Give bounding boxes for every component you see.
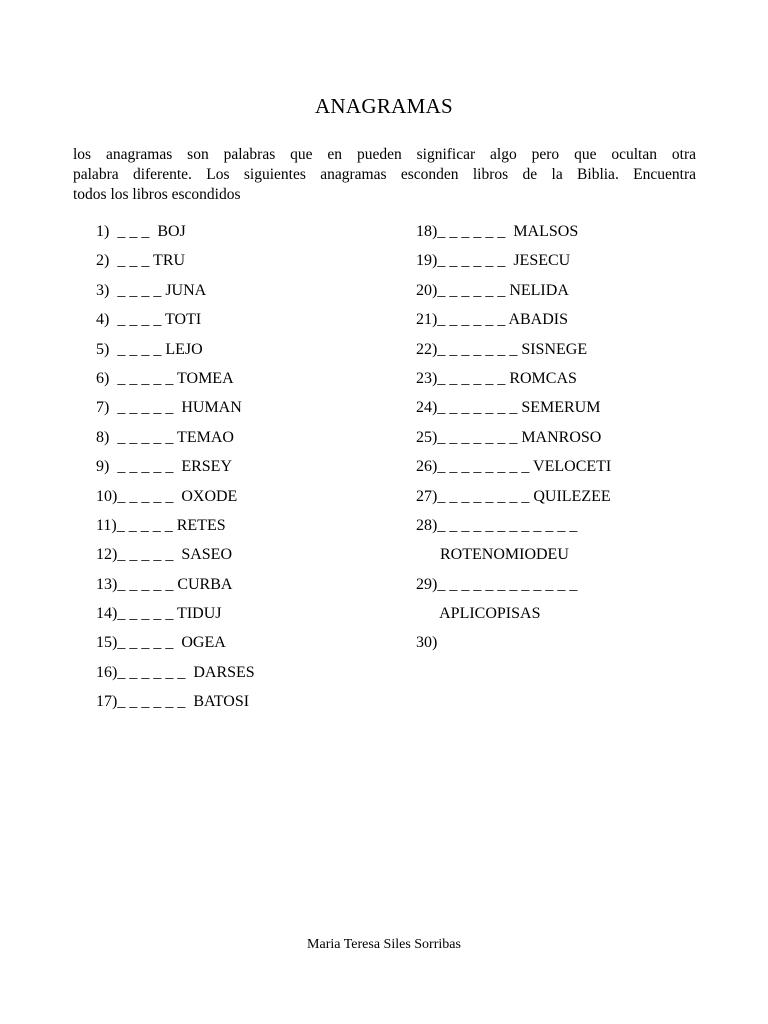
anagram-item: 20)_ _ _ _ _ _ NELIDA (416, 281, 569, 299)
anagram-item: 10)_ _ _ _ _ OXODE (96, 487, 238, 505)
anagram-item: 25)_ _ _ _ _ _ _ MANROSO (416, 428, 602, 446)
anagram-item: 2) _ _ _ TRU (96, 252, 186, 270)
anagram-item: 19)_ _ _ _ _ _ JESECU (416, 252, 571, 270)
anagram-item: 7) _ _ _ _ _ HUMAN (96, 399, 242, 417)
anagram-item: 24)_ _ _ _ _ _ _ SEMERUM (416, 399, 601, 417)
anagram-item: 17)_ _ _ _ _ _ BATOSI (96, 693, 250, 711)
anagram-item: 12)_ _ _ _ _ SASEO (96, 546, 233, 564)
intro-line-2: palabra diferente. Los siguientes anagramas esconden libros de la Biblia. Encuentra (73, 166, 696, 183)
anagram-item: 5) _ _ _ _ LEJO (96, 340, 203, 358)
anagram-item: 29)_ _ _ _ _ _ _ _ _ _ _ _ (416, 575, 578, 593)
intro-paragraph (73, 145, 696, 205)
anagram-list-left (96, 222, 255, 722)
anagram-item: 28)_ _ _ _ _ _ _ _ _ _ _ _ (416, 516, 578, 534)
anagram-item: 26)_ _ _ _ _ _ _ _ VELOCETI (416, 458, 612, 476)
anagram-item: 14)_ _ _ _ _ TIDUJ (96, 605, 222, 623)
anagram-item-continuation: APLICOPISAS (416, 605, 541, 623)
anagram-list-right (416, 222, 611, 663)
page-title: ANAGRAMAS (314, 94, 454, 118)
anagram-item: 3) _ _ _ _ JUNA (96, 281, 207, 299)
anagram-item: 18)_ _ _ _ _ _ MALSOS (416, 223, 579, 240)
anagram-item: 11)_ _ _ _ _ RETES (96, 516, 226, 534)
anagram-item: 15)_ _ _ _ _ OGEA (96, 634, 226, 652)
anagram-item-continuation: ROTENOMIODEU (416, 546, 569, 564)
author-footer: Maria Teresa Siles Sorribas (307, 937, 461, 952)
intro-line-3: todos los libros escondidos (73, 186, 241, 203)
anagram-item: 4) _ _ _ _ TOTI (96, 311, 202, 329)
anagram-item: 8) _ _ _ _ _ TEMAO (96, 428, 234, 446)
anagram-item: 9) _ _ _ _ _ ERSEY (96, 458, 232, 476)
anagram-item: 30) (416, 634, 438, 652)
anagram-item: 27)_ _ _ _ _ _ _ _ QUILEZEE (416, 487, 611, 505)
anagram-item: 23)_ _ _ _ _ _ ROMCAS (416, 369, 577, 387)
anagram-item: 21)_ _ _ _ _ _ ABADIS (416, 311, 569, 329)
anagram-item: 16)_ _ _ _ _ _ DARSES (96, 663, 255, 681)
anagram-item: 6) _ _ _ _ _ TOMEA (96, 369, 234, 387)
anagram-item: 1) _ _ _ BOJ (96, 223, 186, 240)
anagram-item: 22)_ _ _ _ _ _ _ SISNEGE (416, 340, 588, 358)
anagram-item: 13)_ _ _ _ _ CURBA (96, 575, 233, 593)
intro-line-1: los anagramas son palabras que en pueden significar algo pero que ocultan otra (73, 146, 696, 163)
